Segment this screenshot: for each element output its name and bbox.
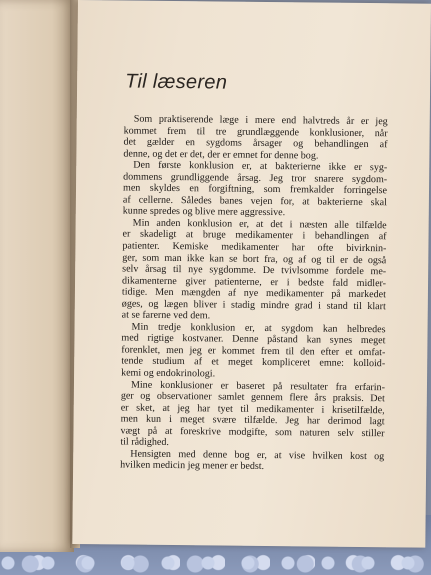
body-text: [120, 113, 388, 474]
text-line: kommet frem til tre grundlæggende konklusioner, når: [123, 125, 388, 139]
text-line: selv årsag til nye sygdomme. De tvivlsomme fordele me-: [122, 263, 387, 278]
right-page: [72, 0, 431, 548]
text-line: ger og observationer samlet gennem flere års praksis. Det: [120, 390, 385, 405]
text-line: til rådighed.: [120, 436, 169, 449]
text-line: kemi og endokrinologi.: [121, 367, 216, 380]
text-line: men kun i meget svære tilfælde. Jeg har derimod lagt: [120, 413, 385, 428]
left-page: [0, 0, 74, 552]
text-line: er sket, at jeg har tyet til medikamenter i krisetilfælde,: [120, 402, 385, 416]
text-line: at se farerne ved dem.: [121, 309, 211, 322]
text-line: men skyldes en forgiftning, som fremkalder forringelse: [122, 182, 388, 197]
text-line: hvilken medicin jeg mener er bedst.: [120, 459, 265, 473]
text-line: patienter. Kemiske medikamenter har ofte bivirknin-: [122, 240, 387, 255]
text-line: denne, og det er det, der er emnet for denne bog.: [123, 148, 319, 162]
text-line: af cellerne. Således banes vejen for, at bakterierne skal: [122, 194, 387, 209]
text-line: ger, som man ikke kan se bort fra, og af og til er de også: [122, 252, 387, 266]
text-line: tidige. Men mængden af nye medikamenter på markedet: [121, 286, 386, 301]
chapter-heading: Til læseren: [125, 70, 228, 94]
text-line: kunne spredes og blive mere aggressive.: [122, 205, 286, 219]
text-line: Hensigten med denne bog er, at vise hvilken kost og: [130, 448, 385, 463]
text-line: Den første konklusion er, at bakterierne ikke er syg-: [133, 159, 388, 174]
text-line: tende studium af et meget kompliceret emne: kolloid-: [121, 355, 386, 370]
text-line: det gælder en sygdoms årsager og behandlingen af: [123, 136, 388, 151]
text-line: Min tredje konklusion er, at sygdom kan helbredes: [131, 321, 386, 336]
text-line: dikamenterne giver patienterne, er i bedste fald midler-: [122, 275, 387, 289]
text-line: forenklet, men jeg er kommet frem til den efter et omfat-: [121, 344, 386, 359]
text-line: øges, og lægen bliver i stadig mindre grad i stand til klart: [121, 298, 386, 312]
text-line: vægt på at foreskrive modgifte, som naturen selv stiller: [120, 425, 385, 439]
text-line: er skadeligt at bruge medikamenter i behandlingen af: [122, 228, 387, 243]
text-line: Min anden konklusion er, at det i næsten alle tilfælde: [132, 217, 387, 232]
text-line: Mine konklusioner er baseret på resultater fra erfarin-: [130, 379, 386, 393]
text-line: Som praktiserende læge i mere end halvtreds år er jeg: [133, 113, 388, 128]
text-line: med rigtige kostvaner. Denne påstand kan synes meget: [121, 332, 386, 347]
text-line: dommens grundliggende årsag. Jeg tror snarere sygdom-: [123, 171, 388, 185]
